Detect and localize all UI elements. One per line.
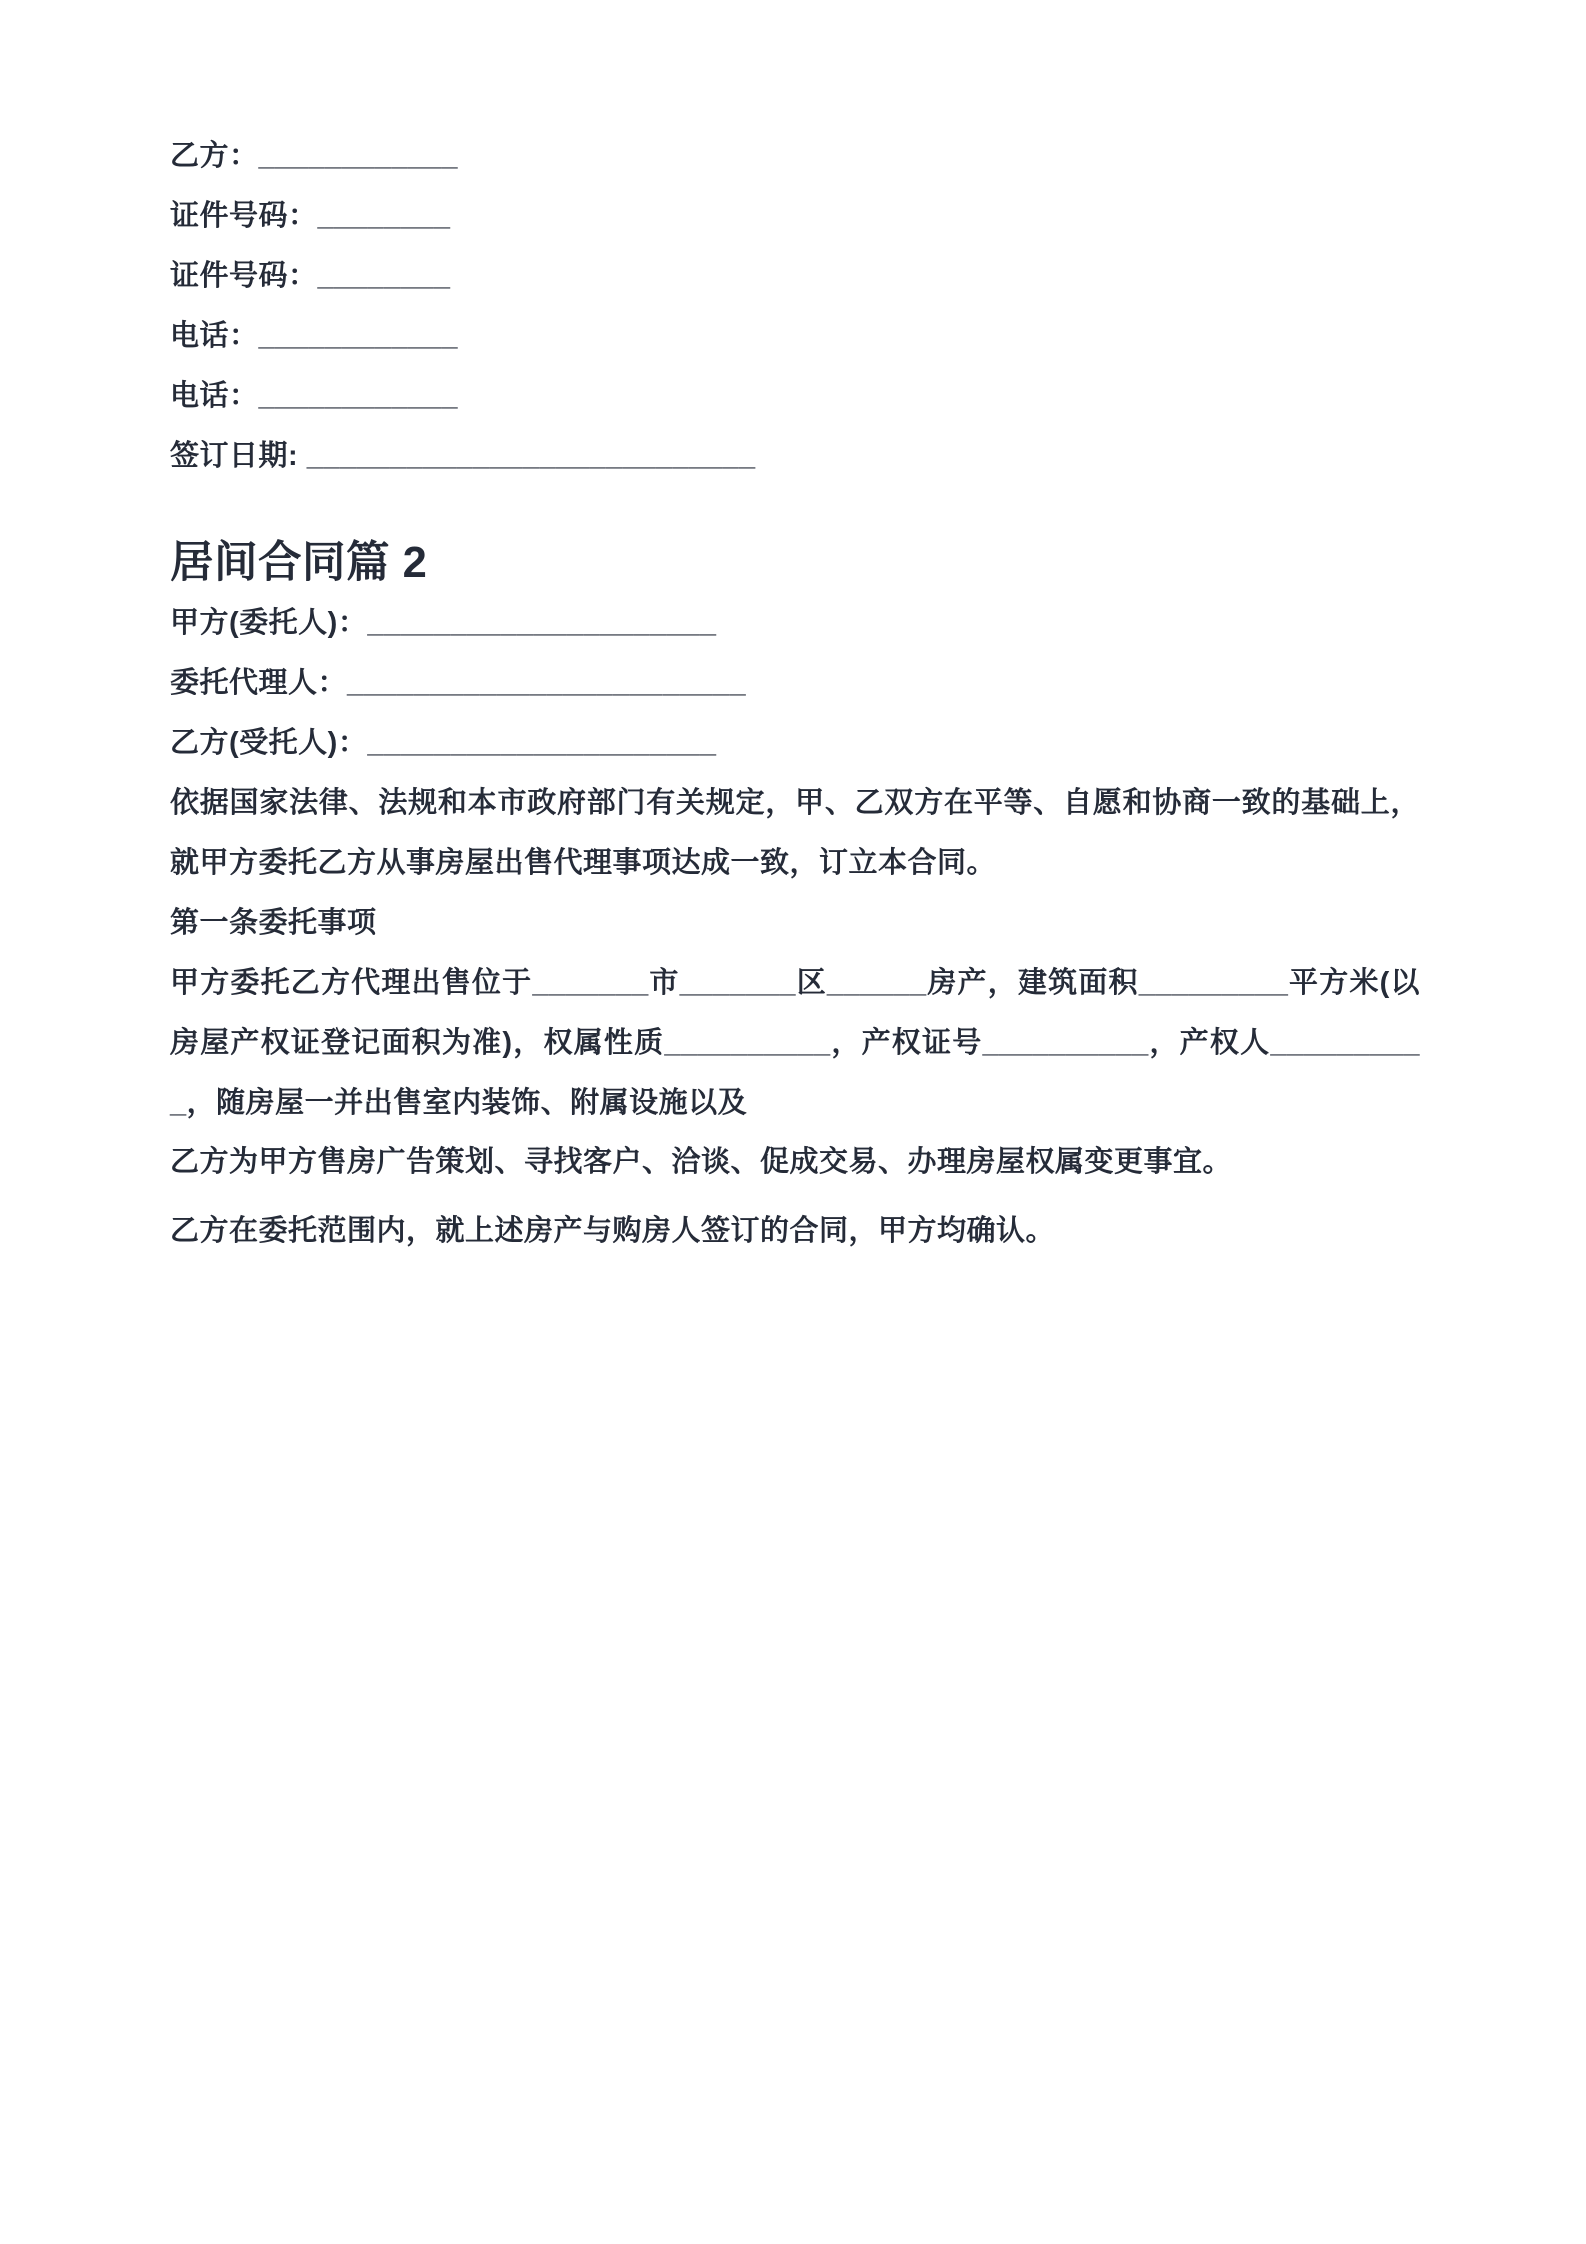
clause-1-scope-paragraph: 乙方为甲方售房广告策划、寻找客户、洽谈、促成交易、办理房屋权属变更事宜。 <box>170 1146 1233 1178</box>
phone-line-1: 电话：____________ <box>170 320 459 352</box>
id-number-line-2: 证件号码：________ <box>170 260 451 292</box>
contract-part-2-section <box>170 533 1420 1261</box>
party-b-trustee-line: 乙方(受托人)：_____________________ <box>170 727 717 759</box>
part-2-heading: 居间合同篇 2 <box>170 539 428 587</box>
entrusted-agent-line: 委托代理人：________________________ <box>170 667 747 699</box>
clause-1-title: 第一条委托事项 <box>170 907 377 939</box>
party-a-principal-line: 甲方(委托人)：_____________________ <box>170 607 717 639</box>
phone-line-2: 电话：____________ <box>170 380 459 412</box>
id-number-line-1: 证件号码：________ <box>170 200 451 232</box>
signature-form-section <box>170 126 1420 486</box>
signing-date-line: 签订日期: ___________________________ <box>170 440 756 472</box>
clause-1-confirmation-paragraph: 乙方在委托范围内，就上述房产与购房人签订的合同，甲方均确认。 <box>170 1215 1056 1247</box>
intro-paragraph: 依据国家法律、法规和本市政府部门有关规定，甲、乙双方在平等、自愿和协商一致的基础上，就甲方委托乙方从事房屋出售代理事项达成一致，订立本合同。 <box>170 787 1420 879</box>
party-b-line: 乙方：____________ <box>170 140 459 172</box>
clause-1-paragraph: 甲方委托乙方代理出售位于_______市_______区______房产，建筑面积_________平方米(以房屋产权证登记面积为准)，权属性质__________，产权证号__________，产权人__________，随房屋一并出售室内装饰、附属设施以及 <box>170 967 1420 1119</box>
